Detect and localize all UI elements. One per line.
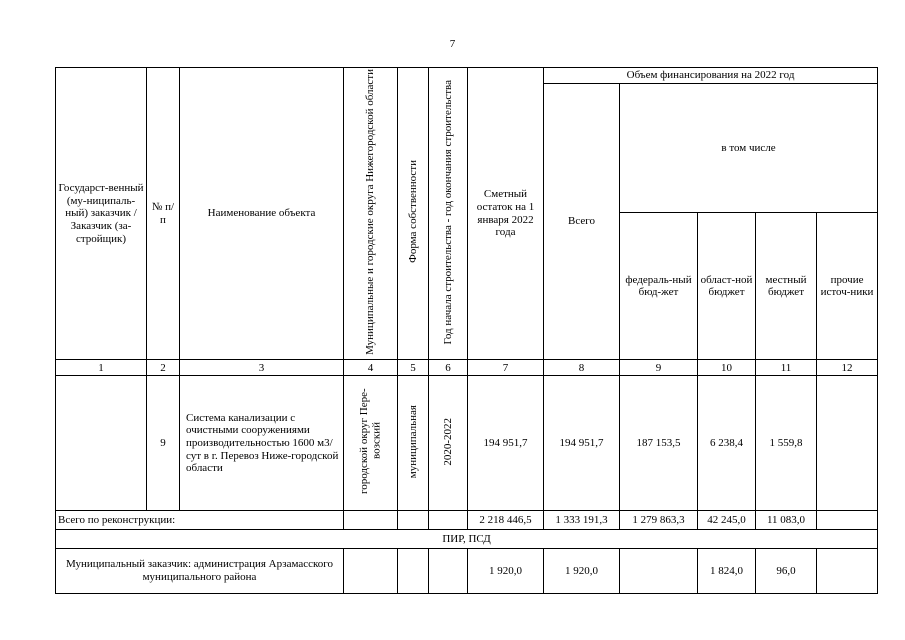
total-other [817, 511, 878, 530]
header-ownership: Форма собственности [406, 160, 419, 264]
column-number: 10 [698, 360, 756, 376]
header-municipality: Муниципальные и городские округа Нижегородской области [364, 69, 377, 355]
customer-label: Муниципальный заказчик: администрация Арзамасского муниципального района [56, 549, 344, 594]
object-ownership-cell [398, 376, 429, 511]
customer-other [817, 549, 878, 594]
customer-total: 1 920,0 [544, 549, 620, 594]
header-num: № п/п [147, 68, 180, 360]
object-name: Система канализации с очистными сооружениями производительностью 1600 м3/сут в г. Перевоз Ниже-городской области [180, 376, 344, 511]
customer-federal [620, 549, 698, 594]
page-number: 7 [449, 38, 456, 50]
customer-empty [429, 549, 468, 594]
total-local: 11 083,0 [756, 511, 817, 530]
column-number: 11 [756, 360, 817, 376]
customer-empty [398, 549, 429, 594]
object-customer [56, 376, 147, 511]
object-regional: 6 238,4 [698, 376, 756, 511]
total-empty [398, 511, 429, 530]
section-row [56, 530, 878, 549]
customer-regional: 1 824,0 [698, 549, 756, 594]
column-number: 1 [56, 360, 147, 376]
header-including: в том числе [620, 83, 878, 213]
header-local: местный бюджет [756, 213, 817, 360]
header-years-cell [429, 68, 468, 360]
customer-estimated-balance: 1 920,0 [468, 549, 544, 594]
column-number: 7 [468, 360, 544, 376]
total-federal: 1 279 863,3 [620, 511, 698, 530]
object-num: 9 [147, 376, 180, 511]
header-object-name: Наименование объекта [180, 68, 344, 360]
customer-row [56, 549, 878, 594]
section-title: ПИР, ПСД [56, 530, 878, 549]
header-ownership-cell [398, 68, 429, 360]
object-municipality-cell [344, 376, 398, 511]
object-municipality: городской округ Пере-возский [357, 388, 383, 495]
header-estimated-balance: Сметный остаток на 1 января 2022 года [468, 68, 544, 360]
object-other [817, 376, 878, 511]
customer-local: 96,0 [756, 549, 817, 594]
object-ownership: муниципальная [406, 404, 419, 479]
header-funding-volume: Объем финансирования на 2022 год [544, 68, 878, 84]
column-number: 2 [147, 360, 180, 376]
column-number: 12 [817, 360, 878, 376]
column-number: 8 [544, 360, 620, 376]
header-federal: федераль-ный бюд-жет [620, 213, 698, 360]
total-empty [344, 511, 398, 530]
total-total: 1 333 191,3 [544, 511, 620, 530]
object-years-cell [429, 376, 468, 511]
column-numbers-row [56, 360, 878, 376]
object-local: 1 559,8 [756, 376, 817, 511]
column-number: 5 [398, 360, 429, 376]
column-number: 4 [344, 360, 398, 376]
header-years: Год начала строительства - год окончания строительства [441, 79, 454, 345]
object-estimated-balance: 194 951,7 [468, 376, 544, 511]
customer-empty [344, 549, 398, 594]
header-customer: Государст-венный (му-ниципаль-ный) заказчик / Заказчик (за-стройщик) [56, 68, 147, 360]
header-other: прочие источ-ники [817, 213, 878, 360]
object-row [56, 376, 878, 511]
header-municipality-cell [344, 68, 398, 360]
column-number: 6 [429, 360, 468, 376]
column-number: 3 [180, 360, 344, 376]
object-years: 2020-2022 [441, 417, 454, 466]
financing-table [55, 67, 878, 594]
column-number: 9 [620, 360, 698, 376]
header-total: Всего [544, 83, 620, 360]
object-total: 194 951,7 [544, 376, 620, 511]
total-label: Всего по реконструкции: [56, 511, 344, 530]
total-empty [429, 511, 468, 530]
total-estimated-balance: 2 218 446,5 [468, 511, 544, 530]
total-regional: 42 245,0 [698, 511, 756, 530]
object-federal: 187 153,5 [620, 376, 698, 511]
header-regional: област-ной бюджет [698, 213, 756, 360]
total-row [56, 511, 878, 530]
